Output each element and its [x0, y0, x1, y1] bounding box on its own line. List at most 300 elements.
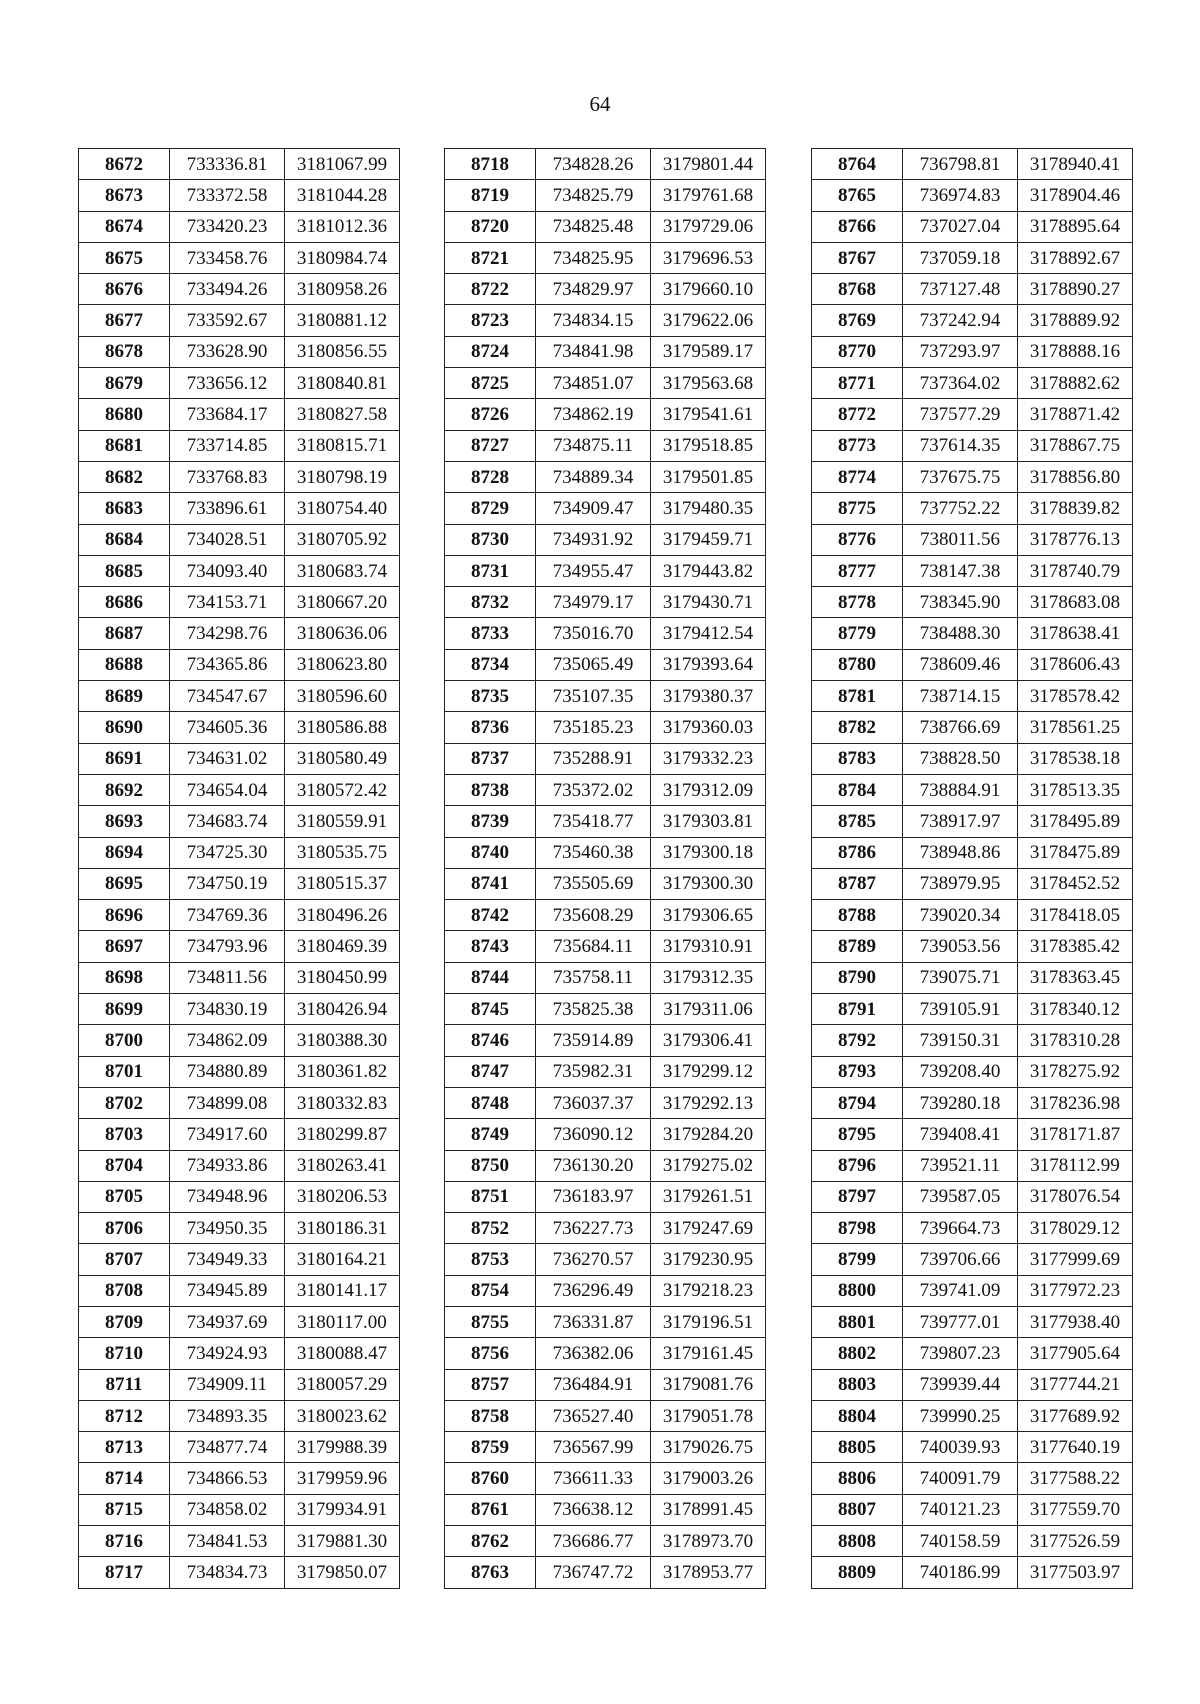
x-coordinate-cell: 734924.93: [170, 1338, 285, 1369]
point-id-cell: 8760: [445, 1463, 536, 1494]
point-id-cell: 8740: [445, 837, 536, 868]
table-row: [445, 868, 766, 899]
point-id-cell: 8731: [445, 555, 536, 586]
y-coordinate-cell: 3178475.89: [1018, 837, 1133, 868]
table-row: [812, 774, 1133, 805]
table-row: [812, 555, 1133, 586]
x-coordinate-cell: 734841.98: [536, 336, 651, 367]
y-coordinate-cell: 3179310.91: [651, 931, 766, 962]
x-coordinate-cell: 736090.12: [536, 1119, 651, 1150]
x-coordinate-cell: 736296.49: [536, 1275, 651, 1306]
x-coordinate-cell: 733714.85: [170, 430, 285, 461]
y-coordinate-cell: 3179729.06: [651, 211, 766, 242]
x-coordinate-cell: 735914.89: [536, 1025, 651, 1056]
point-id-cell: 8780: [812, 649, 903, 680]
x-coordinate-cell: 740121.23: [903, 1494, 1018, 1525]
table-row: [812, 1463, 1133, 1494]
point-id-cell: 8771: [812, 368, 903, 399]
x-coordinate-cell: 734153.71: [170, 587, 285, 618]
x-coordinate-cell: 733420.23: [170, 211, 285, 242]
table-row: [812, 211, 1133, 242]
y-coordinate-cell: 3180206.53: [285, 1181, 400, 1212]
y-coordinate-cell: 3178683.08: [1018, 587, 1133, 618]
y-coordinate-cell: 3179026.75: [651, 1432, 766, 1463]
point-id-cell: 8693: [79, 806, 170, 837]
x-coordinate-cell: 738828.50: [903, 743, 1018, 774]
y-coordinate-cell: 3178991.45: [651, 1494, 766, 1525]
y-coordinate-cell: 3178871.42: [1018, 399, 1133, 430]
table-row: [79, 1557, 400, 1588]
x-coordinate-cell: 734365.86: [170, 649, 285, 680]
y-coordinate-cell: 3178236.98: [1018, 1087, 1133, 1118]
y-coordinate-cell: 3179459.71: [651, 524, 766, 555]
point-id-cell: 8767: [812, 242, 903, 273]
point-id-cell: 8681: [79, 430, 170, 461]
x-coordinate-cell: 735372.02: [536, 774, 651, 805]
table-row: [812, 1275, 1133, 1306]
point-id-cell: 8770: [812, 336, 903, 367]
x-coordinate-cell: 736798.81: [903, 149, 1018, 180]
point-id-cell: 8803: [812, 1369, 903, 1400]
x-coordinate-cell: 737577.29: [903, 399, 1018, 430]
table-row: [445, 1557, 766, 1588]
table-row: [812, 180, 1133, 211]
y-coordinate-cell: 3179412.54: [651, 618, 766, 649]
table-row: [79, 274, 400, 305]
x-coordinate-cell: 740039.93: [903, 1432, 1018, 1463]
x-coordinate-cell: 734909.47: [536, 493, 651, 524]
coordinate-table-3: [811, 148, 1133, 1589]
x-coordinate-cell: 734028.51: [170, 524, 285, 555]
x-coordinate-cell: 735460.38: [536, 837, 651, 868]
y-coordinate-cell: 3178890.27: [1018, 274, 1133, 305]
y-coordinate-cell: 3180754.40: [285, 493, 400, 524]
y-coordinate-cell: 3179312.09: [651, 774, 766, 805]
y-coordinate-cell: 3179393.64: [651, 649, 766, 680]
x-coordinate-cell: 734948.96: [170, 1181, 285, 1212]
point-id-cell: 8809: [812, 1557, 903, 1588]
table-row: [79, 1056, 400, 1087]
point-id-cell: 8696: [79, 900, 170, 931]
x-coordinate-cell: 738011.56: [903, 524, 1018, 555]
table-row: [812, 149, 1133, 180]
x-coordinate-cell: 735505.69: [536, 868, 651, 899]
table-row: [79, 743, 400, 774]
table-row: [445, 1432, 766, 1463]
table-row: [812, 1181, 1133, 1212]
point-id-cell: 8804: [812, 1400, 903, 1431]
y-coordinate-cell: 3179306.65: [651, 900, 766, 931]
table-row: [445, 962, 766, 993]
point-id-cell: 8720: [445, 211, 536, 242]
table-row: [812, 587, 1133, 618]
y-coordinate-cell: 3180958.26: [285, 274, 400, 305]
point-id-cell: 8781: [812, 681, 903, 712]
table-row: [812, 962, 1133, 993]
point-id-cell: 8712: [79, 1400, 170, 1431]
y-coordinate-cell: 3178076.54: [1018, 1181, 1133, 1212]
table-row: [812, 430, 1133, 461]
y-coordinate-cell: 3180596.60: [285, 681, 400, 712]
point-id-cell: 8755: [445, 1306, 536, 1337]
table-row: [445, 712, 766, 743]
point-id-cell: 8702: [79, 1087, 170, 1118]
table-row: [79, 242, 400, 273]
point-id-cell: 8777: [812, 555, 903, 586]
table-row: [79, 1338, 400, 1369]
point-id-cell: 8689: [79, 681, 170, 712]
y-coordinate-cell: 3179850.07: [285, 1557, 400, 1588]
x-coordinate-cell: 739777.01: [903, 1306, 1018, 1337]
x-coordinate-cell: 734298.76: [170, 618, 285, 649]
table-row: [79, 994, 400, 1025]
table-row: [812, 1557, 1133, 1588]
table-row: [812, 1400, 1133, 1431]
x-coordinate-cell: 740091.79: [903, 1463, 1018, 1494]
x-coordinate-cell: 734893.35: [170, 1400, 285, 1431]
point-id-cell: 8698: [79, 962, 170, 993]
y-coordinate-cell: 3180827.58: [285, 399, 400, 430]
point-id-cell: 8704: [79, 1150, 170, 1181]
y-coordinate-cell: 3178171.87: [1018, 1119, 1133, 1150]
x-coordinate-cell: 736130.20: [536, 1150, 651, 1181]
table-row: [79, 1213, 400, 1244]
point-id-cell: 8710: [79, 1338, 170, 1369]
y-coordinate-cell: 3178888.16: [1018, 336, 1133, 367]
table-row: [445, 1056, 766, 1087]
y-coordinate-cell: 3180263.41: [285, 1150, 400, 1181]
x-coordinate-cell: 733494.26: [170, 274, 285, 305]
y-coordinate-cell: 3179300.30: [651, 868, 766, 899]
table-row: [79, 1463, 400, 1494]
x-coordinate-cell: 739587.05: [903, 1181, 1018, 1212]
y-coordinate-cell: 3179303.81: [651, 806, 766, 837]
table-row: [812, 1025, 1133, 1056]
x-coordinate-cell: 737027.04: [903, 211, 1018, 242]
table-row: [812, 1213, 1133, 1244]
y-coordinate-cell: 3180623.80: [285, 649, 400, 680]
table-row: [79, 180, 400, 211]
x-coordinate-cell: 734866.53: [170, 1463, 285, 1494]
table-row: [79, 1244, 400, 1275]
point-id-cell: 8724: [445, 336, 536, 367]
y-coordinate-cell: 3178538.18: [1018, 743, 1133, 774]
table-row: [445, 1306, 766, 1337]
table-row: [812, 336, 1133, 367]
x-coordinate-cell: 734725.30: [170, 837, 285, 868]
x-coordinate-cell: 734093.40: [170, 555, 285, 586]
y-coordinate-cell: 3180535.75: [285, 837, 400, 868]
point-id-cell: 8714: [79, 1463, 170, 1494]
table-row: [79, 430, 400, 461]
x-coordinate-cell: 734933.86: [170, 1150, 285, 1181]
y-coordinate-cell: 3179003.26: [651, 1463, 766, 1494]
x-coordinate-cell: 733458.76: [170, 242, 285, 273]
y-coordinate-cell: 3179360.03: [651, 712, 766, 743]
point-id-cell: 8706: [79, 1213, 170, 1244]
table-row: [812, 399, 1133, 430]
x-coordinate-cell: 734945.89: [170, 1275, 285, 1306]
x-coordinate-cell: 735418.77: [536, 806, 651, 837]
x-coordinate-cell: 734811.56: [170, 962, 285, 993]
point-id-cell: 8730: [445, 524, 536, 555]
x-coordinate-cell: 734909.11: [170, 1369, 285, 1400]
point-id-cell: 8806: [812, 1463, 903, 1494]
x-coordinate-cell: 733372.58: [170, 180, 285, 211]
point-id-cell: 8721: [445, 242, 536, 273]
table-row: [445, 1087, 766, 1118]
y-coordinate-cell: 3177972.23: [1018, 1275, 1133, 1306]
x-coordinate-cell: 734858.02: [170, 1494, 285, 1525]
point-id-cell: 8679: [79, 368, 170, 399]
y-coordinate-cell: 3180515.37: [285, 868, 400, 899]
x-coordinate-cell: 739053.56: [903, 931, 1018, 962]
table-row: [79, 1400, 400, 1431]
point-id-cell: 8790: [812, 962, 903, 993]
table-row: [812, 524, 1133, 555]
point-id-cell: 8715: [79, 1494, 170, 1525]
y-coordinate-cell: 3178275.92: [1018, 1056, 1133, 1087]
point-id-cell: 8748: [445, 1087, 536, 1118]
point-id-cell: 8677: [79, 305, 170, 336]
point-id-cell: 8723: [445, 305, 536, 336]
y-coordinate-cell: 3179284.20: [651, 1119, 766, 1150]
x-coordinate-cell: 734547.67: [170, 681, 285, 712]
point-id-cell: 8764: [812, 149, 903, 180]
y-coordinate-cell: 3181067.99: [285, 149, 400, 180]
point-id-cell: 8808: [812, 1526, 903, 1557]
point-id-cell: 8676: [79, 274, 170, 305]
point-id-cell: 8758: [445, 1400, 536, 1431]
x-coordinate-cell: 734931.92: [536, 524, 651, 555]
table-row: [812, 493, 1133, 524]
x-coordinate-cell: 739990.25: [903, 1400, 1018, 1431]
point-id-cell: 8727: [445, 430, 536, 461]
point-id-cell: 8747: [445, 1056, 536, 1087]
x-coordinate-cell: 737127.48: [903, 274, 1018, 305]
point-id-cell: 8738: [445, 774, 536, 805]
point-id-cell: 8762: [445, 1526, 536, 1557]
y-coordinate-cell: 3178776.13: [1018, 524, 1133, 555]
y-coordinate-cell: 3180164.21: [285, 1244, 400, 1275]
x-coordinate-cell: 739208.40: [903, 1056, 1018, 1087]
point-id-cell: 8718: [445, 149, 536, 180]
x-coordinate-cell: 734889.34: [536, 461, 651, 492]
y-coordinate-cell: 3178889.92: [1018, 305, 1133, 336]
point-id-cell: 8682: [79, 461, 170, 492]
y-coordinate-cell: 3179230.95: [651, 1244, 766, 1275]
y-coordinate-cell: 3179430.71: [651, 587, 766, 618]
x-coordinate-cell: 738948.86: [903, 837, 1018, 868]
x-coordinate-cell: 738345.90: [903, 587, 1018, 618]
point-id-cell: 8728: [445, 461, 536, 492]
x-coordinate-cell: 738714.15: [903, 681, 1018, 712]
y-coordinate-cell: 3177689.92: [1018, 1400, 1133, 1431]
point-id-cell: 8690: [79, 712, 170, 743]
y-coordinate-cell: 3178904.46: [1018, 180, 1133, 211]
table-row: [445, 1526, 766, 1557]
table-row: [445, 837, 766, 868]
y-coordinate-cell: 3178892.67: [1018, 242, 1133, 273]
point-id-cell: 8761: [445, 1494, 536, 1525]
x-coordinate-cell: 738609.46: [903, 649, 1018, 680]
point-id-cell: 8672: [79, 149, 170, 180]
x-coordinate-cell: 734937.69: [170, 1306, 285, 1337]
y-coordinate-cell: 3180840.81: [285, 368, 400, 399]
point-id-cell: 8792: [812, 1025, 903, 1056]
y-coordinate-cell: 3180186.31: [285, 1213, 400, 1244]
y-coordinate-cell: 3177503.97: [1018, 1557, 1133, 1588]
table-row: [79, 399, 400, 430]
x-coordinate-cell: 738147.38: [903, 555, 1018, 586]
point-id-cell: 8725: [445, 368, 536, 399]
table-row: [812, 618, 1133, 649]
point-id-cell: 8788: [812, 900, 903, 931]
table-row: [445, 368, 766, 399]
y-coordinate-cell: 3180798.19: [285, 461, 400, 492]
point-id-cell: 8786: [812, 837, 903, 868]
x-coordinate-cell: 738884.91: [903, 774, 1018, 805]
point-id-cell: 8701: [79, 1056, 170, 1087]
x-coordinate-cell: 736527.40: [536, 1400, 651, 1431]
x-coordinate-cell: 736382.06: [536, 1338, 651, 1369]
y-coordinate-cell: 3179261.51: [651, 1181, 766, 1212]
y-coordinate-cell: 3180057.29: [285, 1369, 400, 1400]
y-coordinate-cell: 3180984.74: [285, 242, 400, 273]
y-coordinate-cell: 3180117.00: [285, 1306, 400, 1337]
table-row: [812, 868, 1133, 899]
table-row: [445, 1463, 766, 1494]
point-id-cell: 8719: [445, 180, 536, 211]
x-coordinate-cell: 734605.36: [170, 712, 285, 743]
x-coordinate-cell: 733336.81: [170, 149, 285, 180]
point-id-cell: 8734: [445, 649, 536, 680]
x-coordinate-cell: 734899.08: [170, 1087, 285, 1118]
y-coordinate-cell: 3181044.28: [285, 180, 400, 211]
point-id-cell: 8799: [812, 1244, 903, 1275]
x-coordinate-cell: 734834.15: [536, 305, 651, 336]
y-coordinate-cell: 3180088.47: [285, 1338, 400, 1369]
point-id-cell: 8708: [79, 1275, 170, 1306]
y-coordinate-cell: 3179275.02: [651, 1150, 766, 1181]
point-id-cell: 8707: [79, 1244, 170, 1275]
table-row: [445, 649, 766, 680]
y-coordinate-cell: 3180683.74: [285, 555, 400, 586]
y-coordinate-cell: 3177744.21: [1018, 1369, 1133, 1400]
point-id-cell: 8749: [445, 1119, 536, 1150]
y-coordinate-cell: 3179300.18: [651, 837, 766, 868]
point-id-cell: 8783: [812, 743, 903, 774]
point-id-cell: 8746: [445, 1025, 536, 1056]
x-coordinate-cell: 734917.60: [170, 1119, 285, 1150]
x-coordinate-cell: 735065.49: [536, 649, 651, 680]
x-coordinate-cell: 736747.72: [536, 1557, 651, 1588]
x-coordinate-cell: 739706.66: [903, 1244, 1018, 1275]
table-row: [445, 1025, 766, 1056]
table-row: [445, 994, 766, 1025]
y-coordinate-cell: 3180361.82: [285, 1056, 400, 1087]
x-coordinate-cell: 737242.94: [903, 305, 1018, 336]
point-id-cell: 8686: [79, 587, 170, 618]
y-coordinate-cell: 3180705.92: [285, 524, 400, 555]
point-id-cell: 8794: [812, 1087, 903, 1118]
table-row: [79, 1306, 400, 1337]
y-coordinate-cell: 3180299.87: [285, 1119, 400, 1150]
point-id-cell: 8759: [445, 1432, 536, 1463]
point-id-cell: 8729: [445, 493, 536, 524]
point-id-cell: 8751: [445, 1181, 536, 1212]
table-row: [812, 1369, 1133, 1400]
x-coordinate-cell: 734683.74: [170, 806, 285, 837]
table-row: [812, 242, 1133, 273]
table-row: [445, 587, 766, 618]
table-row: [79, 618, 400, 649]
y-coordinate-cell: 3179247.69: [651, 1213, 766, 1244]
x-coordinate-cell: 735825.38: [536, 994, 651, 1025]
table-row: [445, 1338, 766, 1369]
point-id-cell: 8778: [812, 587, 903, 618]
y-coordinate-cell: 3179801.44: [651, 149, 766, 180]
table-row: [79, 493, 400, 524]
point-id-cell: 8784: [812, 774, 903, 805]
x-coordinate-cell: 734979.17: [536, 587, 651, 618]
table-row: [812, 305, 1133, 336]
table-row: [445, 305, 766, 336]
point-id-cell: 8739: [445, 806, 536, 837]
table-row: [79, 211, 400, 242]
x-coordinate-cell: 739020.34: [903, 900, 1018, 931]
table-row: [79, 524, 400, 555]
point-id-cell: 8722: [445, 274, 536, 305]
x-coordinate-cell: 737752.22: [903, 493, 1018, 524]
table-row: [812, 649, 1133, 680]
x-coordinate-cell: 736331.87: [536, 1306, 651, 1337]
table-row: [812, 1338, 1133, 1369]
y-coordinate-cell: 3179292.13: [651, 1087, 766, 1118]
point-id-cell: 8685: [79, 555, 170, 586]
x-coordinate-cell: 739741.09: [903, 1275, 1018, 1306]
x-coordinate-cell: 737293.97: [903, 336, 1018, 367]
x-coordinate-cell: 734828.26: [536, 149, 651, 180]
point-id-cell: 8796: [812, 1150, 903, 1181]
table-row: [812, 712, 1133, 743]
y-coordinate-cell: 3178112.99: [1018, 1150, 1133, 1181]
point-id-cell: 8726: [445, 399, 536, 430]
x-coordinate-cell: 733768.83: [170, 461, 285, 492]
table-row: [445, 274, 766, 305]
x-coordinate-cell: 734950.35: [170, 1213, 285, 1244]
y-coordinate-cell: 3179934.91: [285, 1494, 400, 1525]
x-coordinate-cell: 736974.83: [903, 180, 1018, 211]
point-id-cell: 8688: [79, 649, 170, 680]
point-id-cell: 8744: [445, 962, 536, 993]
y-coordinate-cell: 3178973.70: [651, 1526, 766, 1557]
point-id-cell: 8752: [445, 1213, 536, 1244]
point-id-cell: 8779: [812, 618, 903, 649]
point-id-cell: 8802: [812, 1338, 903, 1369]
y-coordinate-cell: 3177905.64: [1018, 1338, 1133, 1369]
y-coordinate-cell: 3178867.75: [1018, 430, 1133, 461]
y-coordinate-cell: 3177999.69: [1018, 1244, 1133, 1275]
y-coordinate-cell: 3179622.06: [651, 305, 766, 336]
table-row: [812, 1119, 1133, 1150]
table-row: [79, 368, 400, 399]
x-coordinate-cell: 734841.53: [170, 1526, 285, 1557]
y-coordinate-cell: 3178953.77: [651, 1557, 766, 1588]
x-coordinate-cell: 738979.95: [903, 868, 1018, 899]
table-row: [445, 1181, 766, 1212]
y-coordinate-cell: 3177938.40: [1018, 1306, 1133, 1337]
